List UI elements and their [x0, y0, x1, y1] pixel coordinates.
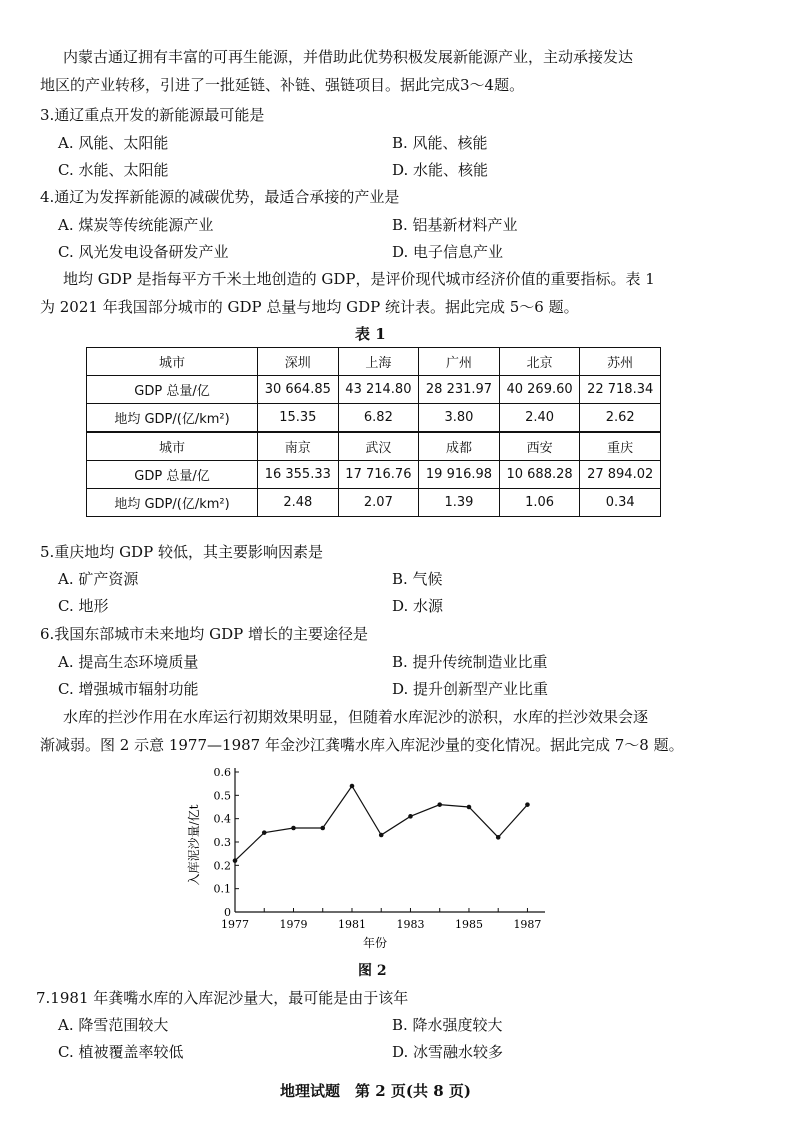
table-cell: 43 214.80 [338, 376, 419, 404]
table-cell: 成都 [419, 432, 500, 461]
q4-option-c[interactable]: C. 风光发电设备研发产业 [58, 243, 229, 261]
chart-y-tick-label: 0.5 [213, 789, 231, 803]
table-cell: 西安 [499, 432, 580, 461]
q4-option-d[interactable]: D. 电子信息产业 [392, 243, 504, 261]
table-cell: 3.80 [419, 404, 500, 433]
chart-point [291, 826, 296, 831]
table-cell: 16 355.33 [258, 461, 339, 489]
row-label-density: 地均 GDP/(亿/km²) [87, 489, 258, 517]
table-row [87, 461, 661, 489]
table-row [87, 489, 661, 517]
table-cell: 1.39 [419, 489, 500, 517]
chart-x-tick-label: 1979 [279, 918, 308, 931]
chart-point [379, 833, 384, 838]
table-cell: 15.35 [258, 404, 339, 433]
row-label-density: 地均 GDP/(亿/km²) [87, 404, 258, 433]
q3-option-d[interactable]: D. 水能、核能 [392, 161, 489, 179]
chart-x-tick-label: 1987 [513, 918, 542, 931]
chart-point [467, 805, 472, 810]
table-cell: 0.34 [580, 489, 661, 517]
table-row [87, 404, 661, 433]
q6-option-c[interactable]: C. 增强城市辐射功能 [58, 680, 199, 698]
table-cell: 19 916.98 [419, 461, 500, 489]
q5-option-a[interactable]: A. 矿产资源 [58, 570, 139, 588]
passage3-line1: 水库的拦沙作用在水库运行初期效果明显，但随着水库泥沙的淤积，水库的拦沙效果会逐 [63, 708, 649, 726]
q5-option-d[interactable]: D. 水源 [392, 597, 444, 615]
q7-stem: 7.1981 年龚嘴水库的入库泥沙量大，最可能是由于该年 [36, 989, 409, 1007]
q4-stem: 4.通辽为发挥新能源的减碳优势，最适合承接的产业是 [40, 188, 400, 206]
table-cell: 28 231.97 [419, 376, 500, 404]
chart-y-tick-label: 0.1 [213, 882, 231, 896]
passage2-line1: 地均 GDP 是指每平方千米土地创造的 GDP，是评价现代城市经济价值的重要指标。表 1 [63, 270, 655, 288]
chart-caption: 图 2 [358, 963, 387, 979]
chart-point [262, 830, 267, 835]
chart-point [233, 858, 238, 863]
chart-x-tick-label: 1985 [454, 918, 483, 931]
chart-y-axis-label: 入库泥沙量/亿t [187, 804, 201, 886]
chart-point [408, 814, 413, 819]
table-cell: 30 664.85 [258, 376, 339, 404]
chart-point [525, 802, 530, 807]
chart-x-tick-label: 1977 [221, 918, 249, 931]
page-footer: 地理试题 第 2 页(共 8 页) [280, 1082, 471, 1100]
table-cell: 40 269.60 [499, 376, 580, 404]
table-title: 表 1 [355, 325, 386, 343]
q7-option-a[interactable]: A. 降雪范围较大 [58, 1016, 169, 1034]
q3-option-c[interactable]: C. 水能、太阳能 [58, 161, 169, 179]
chart-point [350, 784, 355, 789]
chart-y-tick-label: 0.3 [213, 836, 231, 849]
row-label-gdp: GDP 总量/亿 [87, 376, 258, 404]
table-row [87, 432, 661, 461]
passage3-line2: 渐减弱。图 2 示意 1977—1987 年金沙江龚嘴水库入库泥沙量的变化情况。据此完成 7～8 题。 [40, 736, 684, 754]
chart-x-tick-label: 1981 [337, 918, 366, 931]
table-cell: 上海 [338, 348, 419, 376]
q6-option-a[interactable]: A. 提高生态环境质量 [58, 653, 199, 671]
q7-option-b[interactable]: B. 降水强度较大 [392, 1016, 503, 1034]
chart-y-tick-label: 0.4 [213, 812, 231, 826]
table-cell: 17 716.76 [338, 461, 419, 489]
chart-y-tick-label: 0.2 [213, 859, 231, 873]
table-cell: 2.48 [258, 489, 339, 517]
passage1-line2: 地区的产业转移，引进了一批延链、补链、强链项目。据此完成3～4题。 [40, 76, 525, 94]
table-cell: 1.06 [499, 489, 580, 517]
q3-option-b[interactable]: B. 风能、核能 [392, 134, 488, 152]
chart-point [320, 826, 325, 831]
q5-stem: 5.重庆地均 GDP 较低，其主要影响因素是 [40, 543, 323, 561]
table-cell: 2.62 [580, 404, 661, 433]
table-cell: 10 688.28 [499, 461, 580, 489]
chart-y-tick-label: 0.6 [213, 766, 231, 779]
q7-option-c[interactable]: C. 植被覆盖率较低 [58, 1043, 184, 1061]
table-cell: 6.82 [338, 404, 419, 433]
chart-y-tick-label: 0 [224, 906, 231, 919]
q3-option-a[interactable]: A. 风能、太阳能 [58, 134, 169, 152]
q3-stem: 3.通辽重点开发的新能源最可能是 [40, 106, 265, 124]
table-cell: 苏州 [580, 348, 661, 376]
table-cell: 2.40 [499, 404, 580, 433]
table-cell: 武汉 [338, 432, 419, 461]
row-label-gdp: GDP 总量/亿 [87, 461, 258, 489]
table-cell: 深圳 [258, 348, 339, 376]
table-cell: 北京 [499, 348, 580, 376]
q5-option-b[interactable]: B. 气候 [392, 570, 443, 588]
table-cell: 南京 [258, 432, 339, 461]
q4-option-b[interactable]: B. 铝基新材料产业 [392, 216, 518, 234]
passage2-line2: 为 2021 年我国部分城市的 GDP 总量与地均 GDP 统计表。据此完成 5～6 题。 [40, 298, 579, 316]
table-cell: 27 894.02 [580, 461, 661, 489]
chart-x-axis-label: 年份 [362, 936, 388, 950]
table-cell: 22 718.34 [580, 376, 661, 404]
table-row [87, 376, 661, 404]
q6-option-b[interactable]: B. 提升传统制造业比重 [392, 653, 548, 671]
q5-option-c[interactable]: C. 地形 [58, 597, 109, 615]
chart-series-line [235, 786, 527, 861]
q4-option-a[interactable]: A. 煤炭等传统能源产业 [58, 216, 214, 234]
table-cell: 广州 [419, 348, 500, 376]
sediment-line-chart [180, 760, 560, 960]
chart-point [437, 802, 442, 807]
gdp-table [86, 347, 661, 517]
table-cell: 重庆 [580, 432, 661, 461]
q6-stem: 6.我国东部城市未来地均 GDP 增长的主要途径是 [40, 625, 368, 643]
table-row [87, 348, 661, 376]
row-label-city: 城市 [87, 348, 258, 376]
q7-option-d[interactable]: D. 冰雪融水较多 [392, 1043, 504, 1061]
q6-option-d[interactable]: D. 提升创新型产业比重 [392, 680, 549, 698]
row-label-city: 城市 [87, 432, 258, 461]
chart-x-tick-label: 1983 [396, 918, 425, 931]
chart-point [496, 835, 501, 840]
passage1-line1: 内蒙古通辽拥有丰富的可再生能源，并借助此优势积极发展新能源产业，主动承接发达 [63, 48, 634, 66]
table-cell: 2.07 [338, 489, 419, 517]
